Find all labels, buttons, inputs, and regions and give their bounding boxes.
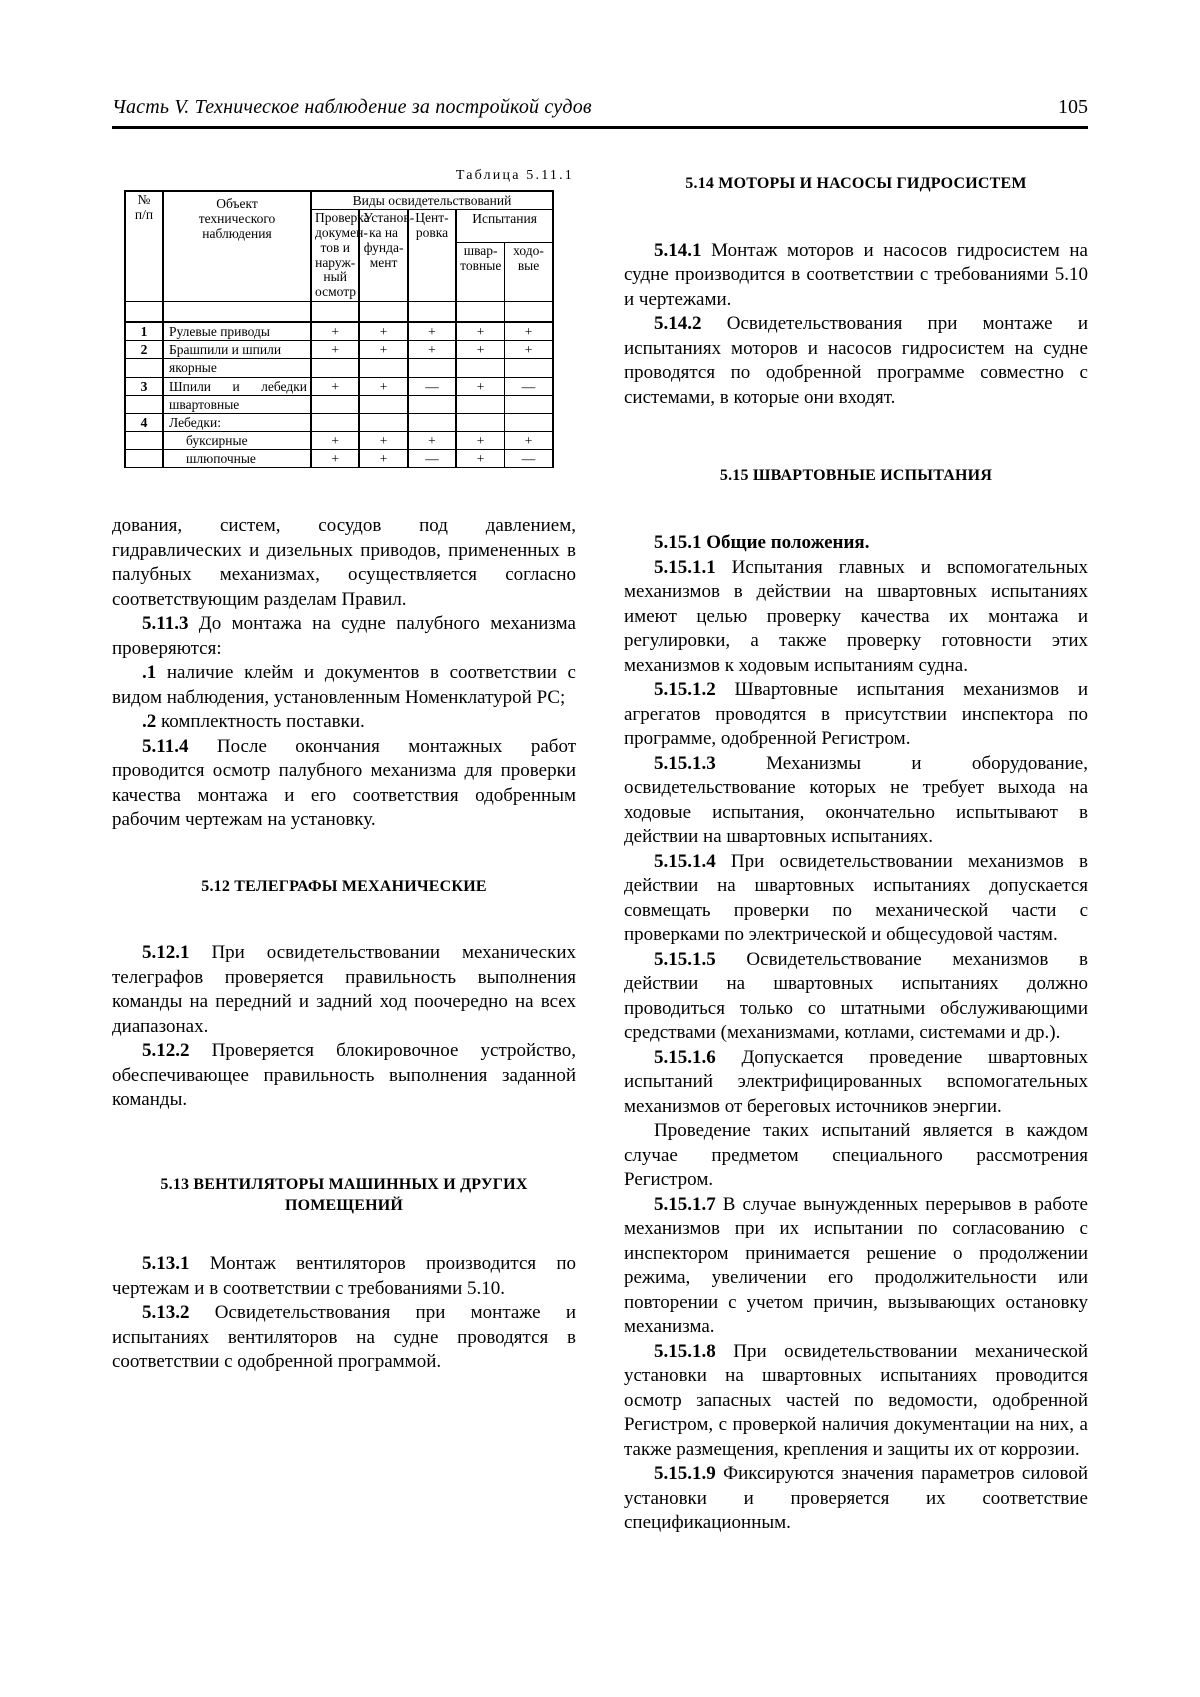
col-header-foundation-mount-l1: Установ- [363,210,415,226]
list-item-1 [112,661,576,710]
col-header-alignment-l2: ровка [415,224,449,240]
paragraph-number: 5.15.1.9 [654,1463,716,1485]
row-docs-mark: + [311,431,359,449]
col-header-foundation-mount-l4: мент [369,254,398,270]
left-column [112,168,576,1536]
paragraph-text: При освидетельствовании механической установки на швартовных испытаниях проводится осмотр запасных частей по ведомости, одобренной Регистром, с проверкой наличия документации на них, а также размещения, крепления и защиты их от коррозии. [624,1340,1088,1460]
list-item-marker: .1 [142,662,157,684]
col-header-tests: Испытания [456,210,553,243]
paragraph-5-15-1-7 [624,1193,1088,1340]
row-number: 1 [125,322,163,341]
paragraph-text: Освидетельствование механизмов в действии на швартовных испытаниях должно проводиться только со штатными обслуживающими средствами (механизмами, котлами, системами и др.). [624,948,1088,1044]
col-header-kinds: Виды освидетельствований [311,191,553,210]
row-object-continuation: швартовные [163,395,311,413]
paragraph-text: Испытания главных и вспомогательных механизмов в действии на швартовных испытаниях имеют целью проверку качества их монтажа и регулировки, а также проверку готовности этих механизмов к ходовым испытаниям судна. [624,556,1088,676]
paragraph-number: 5.14.1 [654,239,702,261]
col-header-foundation-mount-l3: фунда- [363,239,404,255]
table-body [125,322,553,467]
row-docs-mark: + [311,449,359,467]
col-header-sea-tests [505,242,553,301]
paragraph-5-15-1-8 [624,1340,1088,1463]
paragraph-text: Освидетельствования при монтаже и испытаниях моторов и насосов гидросистем на судне проводятся по одобренной программе совместно с системами, в которые они входят. [624,313,1088,408]
paragraph-5-12-2 [112,1039,576,1113]
paragraph-number: 5.15.1.8 [654,1340,716,1362]
col-header-doc-check-l3: тов и [320,239,350,255]
header-spacer-mount [359,302,407,323]
table-row [125,413,553,431]
col-header-number [125,191,163,302]
paragraph-text: До монтажа на судне палубного механизма проверяются: [112,613,576,659]
list-item-marker: .2 [142,711,157,733]
row-object: Шпили и лебедки [163,377,311,395]
list-item-text: наличие клейм и документов в соответствии с видом наблюдения, установленным Номенклатурой РС; [112,662,576,708]
header-spacer-sea [505,302,553,323]
paragraph-5-15-1-3 [624,752,1088,850]
row-docs-mark: + [311,377,359,395]
row-align-mark: — [408,449,456,467]
row-moor-empty [456,395,504,413]
paragraph-5-15-1-1 [624,556,1088,679]
subheading-5-15-1 [624,531,1088,556]
paragraph-text: Швартовные испытания механизмов и агрегатов проводятся в присутствии инспектора по программе, одобренной Регистром. [624,679,1088,750]
row-number: 3 [125,377,163,395]
list-item-2 [112,710,576,735]
paragraph-number: 5.14.2 [654,313,702,335]
row-object: Лебедки: [163,413,311,431]
paragraph-number: 5.11.3 [142,613,189,635]
paragraph-5-15-1-4 [624,850,1088,948]
row-align-mark: + [408,341,456,359]
row-mount-empty [359,413,407,431]
header-spacer-align [408,302,456,323]
header-spacer-object [163,302,311,323]
paragraph-text: Освидетельствования при монтаже и испытаниях вентиляторов на судне проводятся в соответствии с одобренной программой. [112,1302,576,1373]
col-header-doc-check-l5: ный [323,269,347,285]
row-moor-mark: + [456,322,504,341]
row-moor-mark: + [456,341,504,359]
paragraph-5-15-1-9 [624,1462,1088,1536]
col-header-alignment [408,210,456,302]
col-header-foundation-mount [359,210,415,302]
paragraph-note: Проведение таких испытаний является в каждом случае предметом специального рассмотрения Регистром. [624,1120,1088,1191]
table-row [125,341,553,359]
table-caption: Таблица 5.11.1 [455,168,574,183]
row-sea-empty [505,359,553,377]
paragraph-number: 5.13.1 [142,1253,190,1275]
row-number: 2 [125,341,163,359]
paragraph-5-15-1-6 [624,1046,1088,1120]
paragraph-5-12-1 [112,941,576,1039]
heading-5-14: 5.14 МОТОРЫ И НАСОСЫ ГИДРОСИСТЕМ [685,175,1027,192]
table-head [125,191,553,322]
table-row [125,322,553,341]
paragraph-number: 5.11.4 [142,735,189,757]
row-align-empty [408,359,456,377]
running-head [112,96,1088,119]
paragraph-number: 5.15.1.2 [654,679,716,701]
row-object: Рулевые приводы [163,322,311,341]
paragraph-number: 5.15.1.6 [654,1046,716,1068]
paragraph-5-15-1-2 [624,678,1088,752]
heading-5-15: 5.15 ШВАРТОВНЫЕ ИСПЫТАНИЯ [719,467,993,485]
heading-5-12: 5.12 ТЕЛЕГРАФЫ МЕХАНИЧЕСКИЕ [201,877,487,895]
header-spacer-moor [456,302,504,323]
col-header-number-line2: п/п [134,206,154,222]
paragraph-5-14-1 [624,239,1088,313]
paragraph-text: При освидетельствовании механических телеграфов проверяется правильность выполнения команды на передний и задний ход поочередно на всех диапазонах. [112,942,576,1037]
col-header-mooring-tests [456,242,504,301]
paragraph-text: При освидетельствовании механизмов в действии на швартовных испытаниях допускается совмещать проверки по механической части с проверками по электрической и общесудовой частям. [624,850,1088,946]
row-mount-mark: + [359,322,407,341]
table-row-continuation [125,359,553,377]
paragraph-5-11-3 [112,612,576,661]
row-sea-mark: — [505,449,553,467]
row-align-empty [408,413,456,431]
row-align-empty [408,395,456,413]
col-header-object-line3: наблюдения [202,225,272,241]
header-spacer-num [125,302,163,323]
row-moor-mark: + [456,377,504,395]
row-docs-mark: + [311,322,359,341]
col-header-mooring-tests-l2: товные [460,257,502,273]
row-moor-empty [456,413,504,431]
col-header-mooring-tests-l1: швар- [463,242,498,258]
heading-5-13-line1: 5.13 ВЕНТИЛЯТОРЫ МАШИННЫХ И ДРУГИХ [160,1175,528,1193]
col-header-foundation-mount-l2: ка на [369,224,399,240]
row-mount-mark: + [359,449,407,467]
col-header-doc-check-l2: докумен- [315,224,368,240]
row-number-empty [125,449,163,467]
paragraph-number: 5.15.1.4 [654,850,716,872]
table-header-row-1 [125,191,553,210]
paragraph-number: 5.15.1.5 [654,948,716,970]
row-sea-mark: + [505,322,553,341]
row-number: 4 [125,413,163,431]
body-columns [112,168,1088,1536]
row-object: шлюпочные [163,449,311,467]
col-header-doc-check-l1: Проверка [315,210,370,226]
row-sea-empty [505,413,553,431]
row-align-mark: — [408,377,456,395]
paragraph-continuation: дования, систем, сосудов под давлением, гидравлических и дизельных приводов, примененных в палубных механизмах, осуществляется согласно соответствующим разделам Правил. [112,515,576,610]
row-align-mark: + [408,431,456,449]
table-row [125,431,553,449]
row-align-mark: + [408,322,456,341]
table-header-spacer-row [125,302,553,323]
paragraph-number: 5.12.1 [142,942,190,964]
heading-5-13 [112,1175,576,1217]
col-header-alignment-l1: Цент- [415,210,449,226]
row-number-empty [125,359,163,377]
row-mount-mark: + [359,431,407,449]
row-docs-empty [311,395,359,413]
row-moor-mark: + [456,431,504,449]
row-sea-mark: + [505,341,553,359]
col-header-sea-tests-l1: ходо- [513,242,544,258]
paragraph-5-13-2 [112,1301,576,1375]
paragraph-5-11-4 [112,735,576,833]
paragraph-text: Монтаж моторов и насосов гидросистем на судне производится в соответствии с требованиями 5.10 и чертежами. [624,239,1088,310]
row-mount-mark: + [359,377,407,395]
col-header-number-line1: № [137,192,151,207]
paragraph-number: 5.15.1.7 [654,1193,716,1215]
paragraph-5-13-1 [112,1252,576,1301]
row-object-continuation: якорные [163,359,311,377]
row-docs-mark: + [311,341,359,359]
paragraph-5-15-1-5 [624,948,1088,1046]
page-number: 105 [1058,96,1088,118]
paragraph-text: Монтаж вентиляторов производится по чертежам и в соответствии с требованиями 5.10. [112,1253,576,1299]
col-header-doc-check-l4: наруж- [315,254,356,270]
row-number-empty [125,395,163,413]
paragraph-number: 5.15.1.1 [654,556,716,578]
table-row-continuation [125,395,553,413]
paragraph-number: 5.15.1.3 [654,752,716,774]
row-sea-mark: + [505,431,553,449]
paragraph-text: В случае вынужденных перерывов в работе механизмов при их испытании по согласованию с инспектором принимается решение о продолжении режима, увеличении его продолжительности или повторении с учетом причин, вызывающих остановку механизма. [624,1193,1088,1338]
row-moor-mark: + [456,449,504,467]
row-mount-empty [359,395,407,413]
table-row [125,377,553,395]
table-row [125,449,553,467]
row-object: Брашпили и шпили [163,341,311,359]
heading-5-13-line2: ПОМЕЩЕНИЙ [284,1196,404,1214]
paragraph-text: Фиксируются значения параметров силовой установки и проверяется их соответствие спецификационным. [624,1463,1088,1534]
col-header-object-line1: Объект [216,196,258,211]
col-header-doc-check [311,210,370,302]
col-header-object-line2: технического [198,210,276,226]
subheading-text: 5.15.1 Общие положения. [654,532,870,554]
row-sea-empty [505,395,553,413]
paragraph-number: 5.13.2 [142,1302,190,1324]
paragraph-number: 5.12.2 [142,1040,190,1062]
row-mount-empty [359,359,407,377]
paragraph-text: Допускается проведение швартовных испытаний электрифицированных вспомогательных механизмов от береговых источников энергии. [624,1046,1088,1117]
row-mount-mark: + [359,341,407,359]
row-moor-empty [456,359,504,377]
row-number-empty [125,431,163,449]
header-spacer-docs [311,302,359,323]
col-header-object [163,191,311,302]
row-docs-empty [311,359,359,377]
paragraph-text: После окончания монтажных работ проводится осмотр палубного механизма для проверки качества монтажа и его соответствия одобренным рабочим чертежам на установку. [112,735,576,831]
survey-table [124,190,554,468]
right-column [624,168,1088,1536]
paragraph-text: Механизмы и оборудование, освидетельствование которых не требует выхода на ходовые испытания, окончательно испытывают в действии на швартовных испытаниях. [624,752,1088,848]
row-sea-mark: — [505,377,553,395]
paragraph-text: Проверяется блокировочное устройство, обеспечивающее правильность выполнения заданной команды. [112,1040,576,1111]
row-object: буксирные [163,431,311,449]
col-header-doc-check-l6: осмотр [315,284,357,300]
col-header-sea-tests-l2: вые [517,257,540,273]
header-rule [112,126,1088,129]
list-item-text: комплектность поставки. [156,711,365,733]
paragraph-5-14-2 [624,312,1088,410]
row-docs-empty [311,413,359,431]
running-head-title: Часть V. Техническое наблюдение за постройкой судов [112,96,592,118]
